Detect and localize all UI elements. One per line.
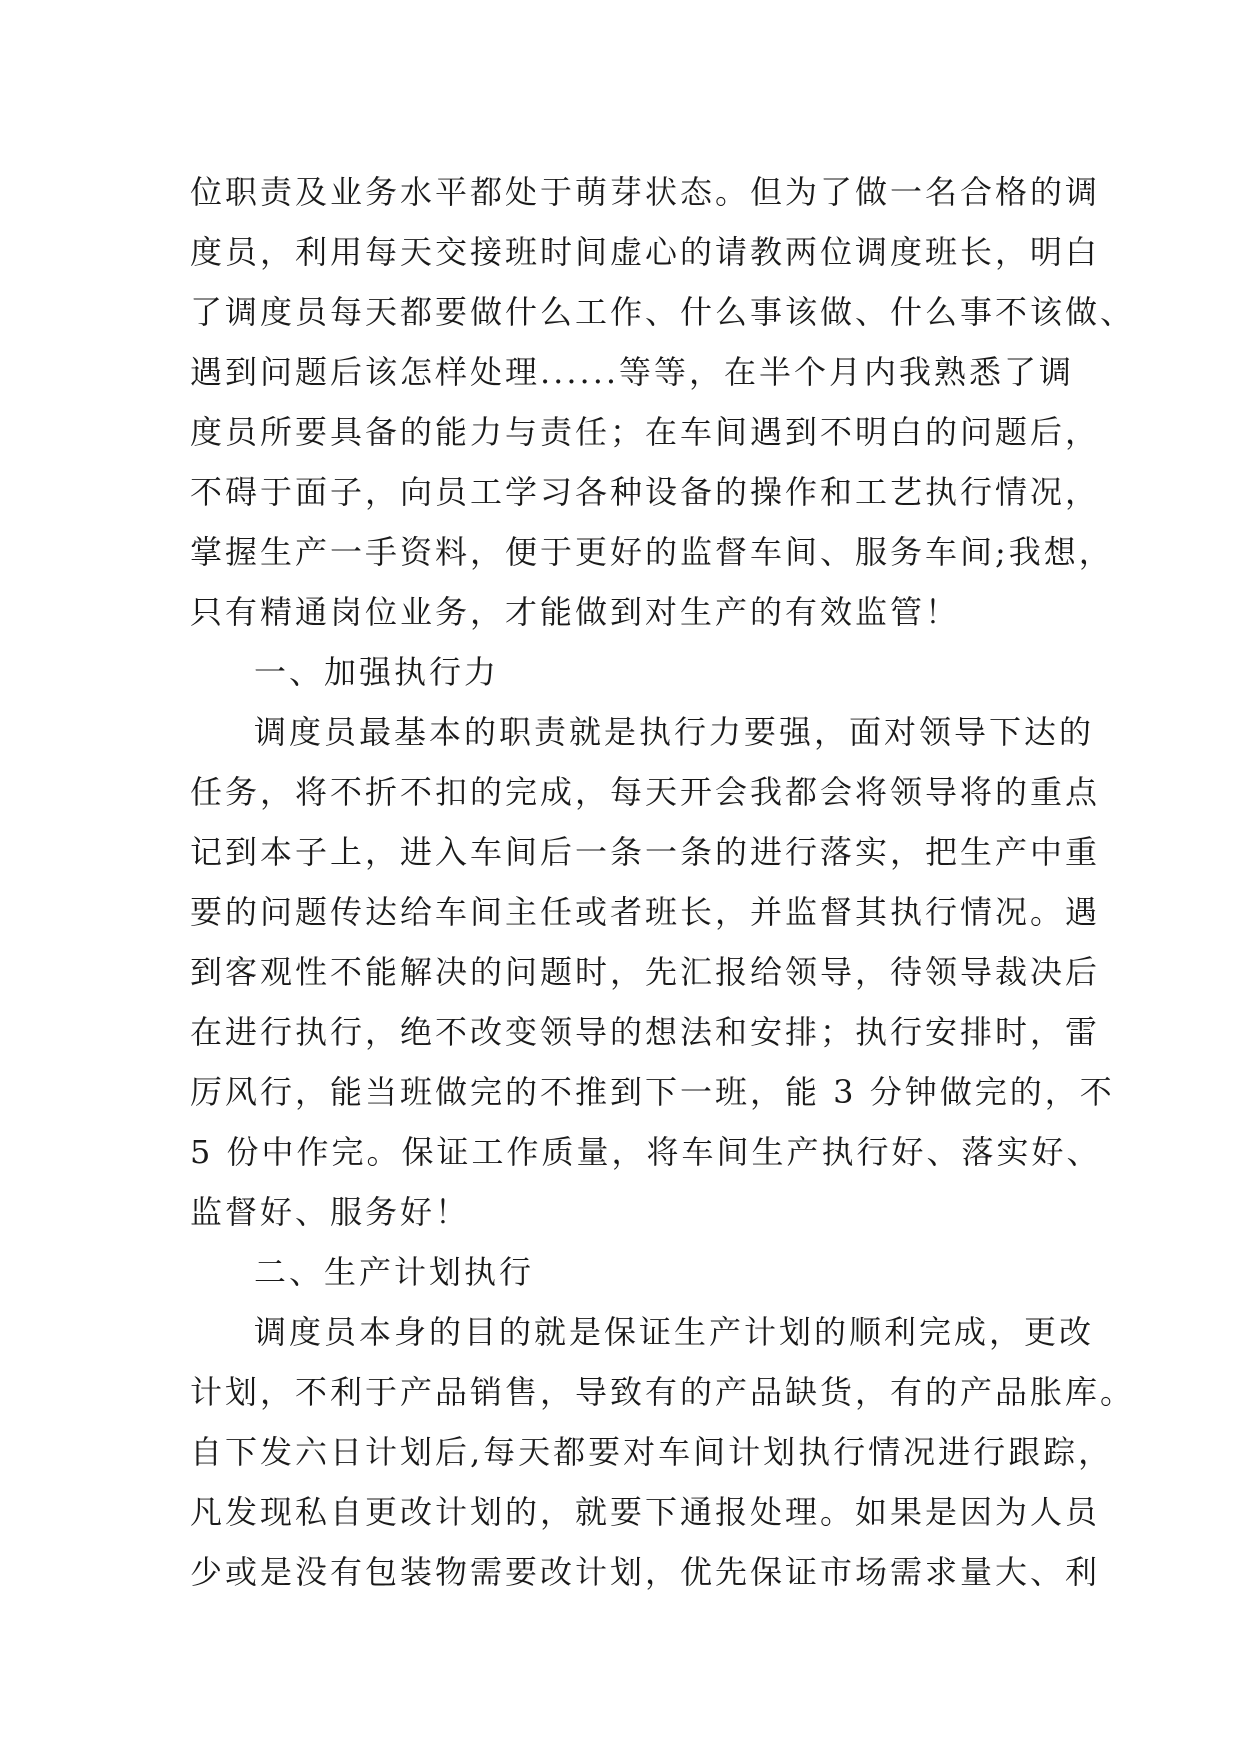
text-line: 度员，利用每天交接班时间虚心的请教两位调度班长，明白 [190,233,1101,271]
text-line: 掌握生产一手资料，便于更好的监督车间、服务车间;我想， [190,533,1114,571]
paragraph-start-line: 调度员最基本的职责就是执行力要强，面对领导下达的 [254,713,1095,751]
text-line: 自下发六日计划后,每天都要对车间计划执行情况进行跟踪， [190,1433,1114,1471]
text-line: 度员所要具备的能力与责任；在车间遇到不明白的问题后， [190,413,1101,451]
text-line: 凡发现私自更改计划的，就要下通报处理。如果是因为人员 [190,1493,1101,1531]
text-line: 任务，将不折不扣的完成，每天开会我都会将领导将的重点 [190,773,1101,811]
text-line: 遇到问题后该怎样处理......等等，在半个月内我熟悉了调 [190,353,1075,391]
text-line: 在进行执行，绝不改变领导的想法和安排；执行安排时，雷 [190,1013,1101,1051]
text-line: 5 份中作完。保证工作质量，将车间生产执行好、落实好、 [190,1133,1102,1171]
text-line: 要的问题传达给车间主任或者班长，并监督其执行情况。遇 [190,893,1101,931]
paragraph-start-line: 调度员本身的目的就是保证生产计划的顺利完成，更改 [254,1313,1095,1351]
section-heading: 二、生产计划执行 [254,1253,535,1291]
text-line: 厉风行，能当班做完的不推到下一班，能 3 分钟做完的，不 [190,1073,1115,1111]
text-line: 不碍于面子，向员工学习各种设备的操作和工艺执行情况， [190,473,1101,511]
text-line: 记到本子上，进入车间后一条一条的进行落实，把生产中重 [190,833,1101,871]
text-line: 监督好、服务好！ [190,1193,471,1231]
text-line: 计划，不利于产品销售，导致有的产品缺货，有的产品胀库。 [190,1373,1136,1411]
text-line: 位职责及业务水平都处于萌芽状态。但为了做一名合格的调 [190,173,1101,211]
text-line: 只有精通岗位业务，才能做到对生产的有效监管！ [190,593,961,631]
section-heading: 一、加强执行力 [254,653,500,691]
text-line: 到客观性不能解决的问题时，先汇报给领导，待领导裁决后 [190,953,1101,991]
text-line: 少或是没有包装物需要改计划，优先保证市场需求量大、利 [190,1553,1101,1591]
text-line: 了调度员每天都要做什么工作、什么事该做、什么事不该做、 [190,293,1136,331]
document-body [190,162,1136,1602]
